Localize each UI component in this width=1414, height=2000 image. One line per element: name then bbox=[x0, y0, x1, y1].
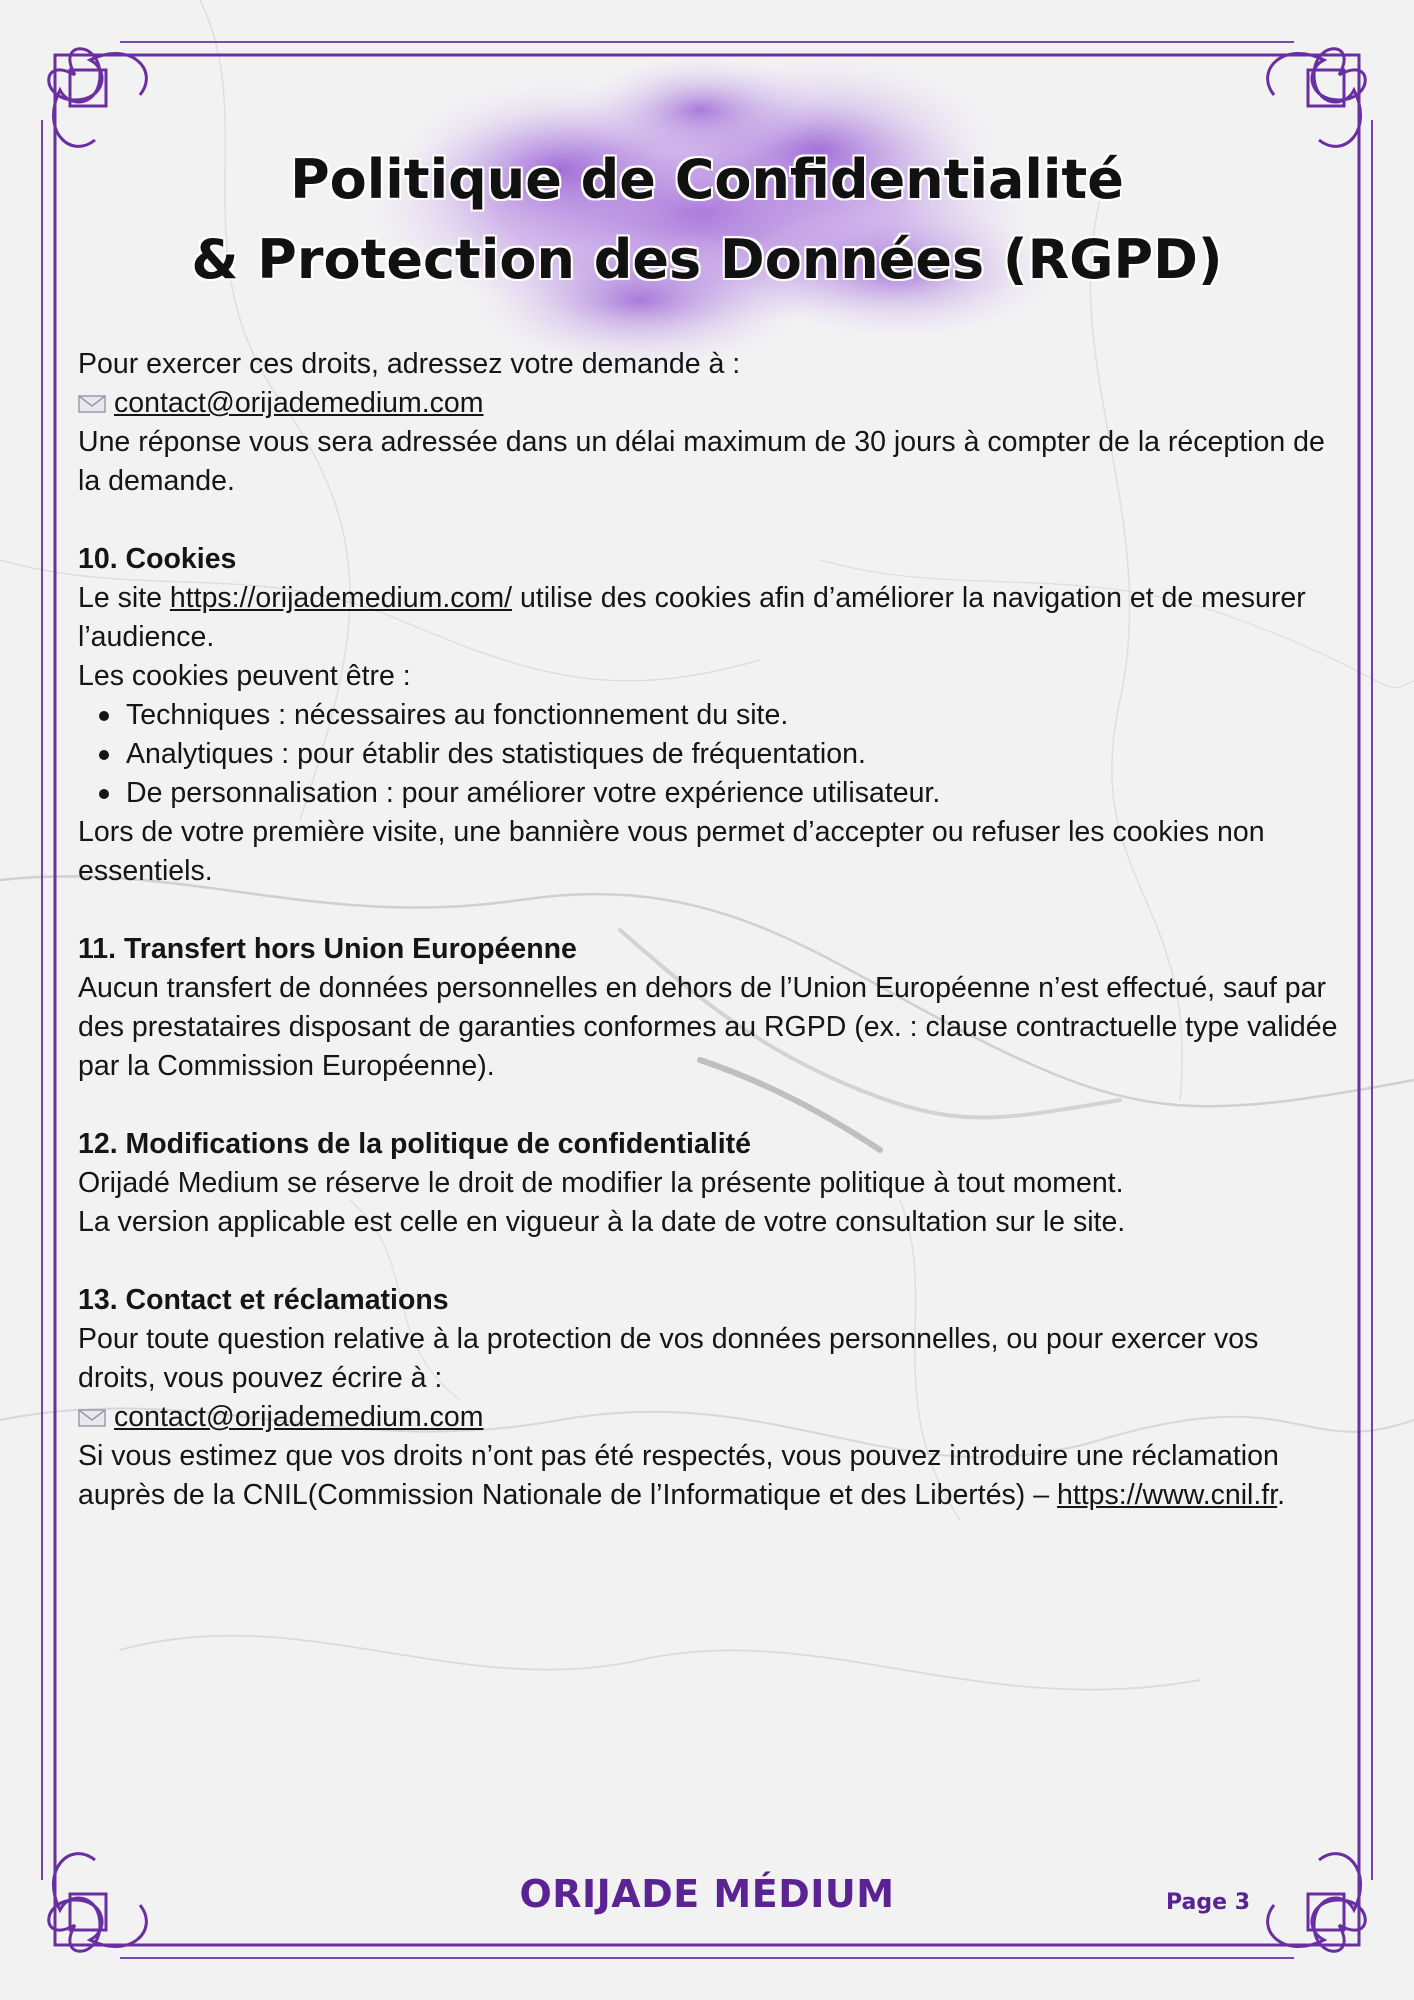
section-13-heading: 13. Contact et réclamations bbox=[78, 1284, 449, 1316]
contact-paragraph: Pour toute question relative à la protection de vos données personnelles, ou pour exercer vos droits, vous pouvez écrire à : bbox=[78, 1323, 1259, 1394]
contact-email-line bbox=[78, 384, 1338, 423]
modifications-line-1: Orijadé Medium se réserve le droit de modifier la présente politique à tout moment. bbox=[78, 1167, 1124, 1199]
cnil-url-link[interactable]: https://www.cnil.fr bbox=[1056, 1479, 1278, 1511]
cnil-paragraph bbox=[78, 1437, 1338, 1515]
cookies-closing: Lors de votre première visite, une bannière vous permet d’accepter ou refuser les cookies non essentiels. bbox=[78, 816, 1265, 887]
envelope-icon bbox=[78, 1408, 106, 1428]
list-item: Analytiques : pour établir des statistiques de fréquentation. bbox=[126, 735, 1338, 774]
envelope-icon bbox=[78, 394, 106, 414]
cnil-text: Si vous estimez que vos droits n’ont pas été respectés, vous pouvez introduire une réclamation auprès de la CNIL(Commission Nationale de l’Informatique et des Libertés) – bbox=[78, 1440, 1279, 1511]
cookies-text-before: Le site bbox=[78, 582, 170, 614]
cookies-list-intro: Les cookies peuvent être : bbox=[78, 660, 411, 692]
page-title bbox=[0, 140, 1414, 300]
cookies-text-after: utilise des cookies afin d’améliorer la navigation et de mesurer l’audience. bbox=[78, 582, 1306, 653]
site-url-link[interactable]: https://orijademedium.com/ bbox=[169, 582, 513, 614]
page-title-line-2: & Protection des Données (RGPD) bbox=[191, 228, 1223, 291]
contact-email-link-2[interactable]: contact@orijademedium.com bbox=[114, 1401, 484, 1433]
contact-email-link[interactable]: contact@orijademedium.com bbox=[114, 387, 484, 419]
section-11-heading: 11. Transfert hors Union Européenne bbox=[78, 933, 577, 965]
transfer-paragraph: Aucun transfert de données personnelles en dehors de l’Union Européenne n’est effectué, sauf par des prestataires disposant de garanties conformes au RGPD (ex. : clause contractuelle type validée par la Commission Européenne). bbox=[78, 972, 1338, 1082]
corner-ornament-top-right bbox=[1268, 49, 1366, 147]
list-item: De personnalisation : pour améliorer votre expérience utilisateur. bbox=[126, 774, 1338, 813]
page-title-line-1: Politique de Confidentialité bbox=[290, 148, 1124, 211]
section-12-heading: 12. Modifications de la politique de confidentialité bbox=[78, 1128, 751, 1160]
contact-email-line-2 bbox=[78, 1398, 1338, 1437]
corner-ornament-top-left bbox=[49, 49, 147, 147]
page-number: Page 3 bbox=[1166, 1890, 1251, 1915]
cookies-paragraph bbox=[78, 579, 1338, 657]
response-delay: Une réponse vous sera adressée dans un délai maximum de 30 jours à compter de la réception de la demande. bbox=[78, 426, 1325, 497]
rights-intro: Pour exercer ces droits, adressez votre demande à : bbox=[78, 348, 741, 380]
section-10-heading: 10. Cookies bbox=[78, 543, 237, 575]
cnil-period: . bbox=[1277, 1479, 1286, 1511]
list-item: Techniques : nécessaires au fonctionnement du site. bbox=[126, 696, 1338, 735]
cookies-list bbox=[78, 696, 1338, 813]
modifications-line-2: La version applicable est celle en vigueur à la date de votre consultation sur le site. bbox=[78, 1206, 1126, 1238]
footer-brand: ORIJADE MÉDIUM bbox=[519, 1872, 895, 1916]
document-body bbox=[78, 345, 1338, 1515]
